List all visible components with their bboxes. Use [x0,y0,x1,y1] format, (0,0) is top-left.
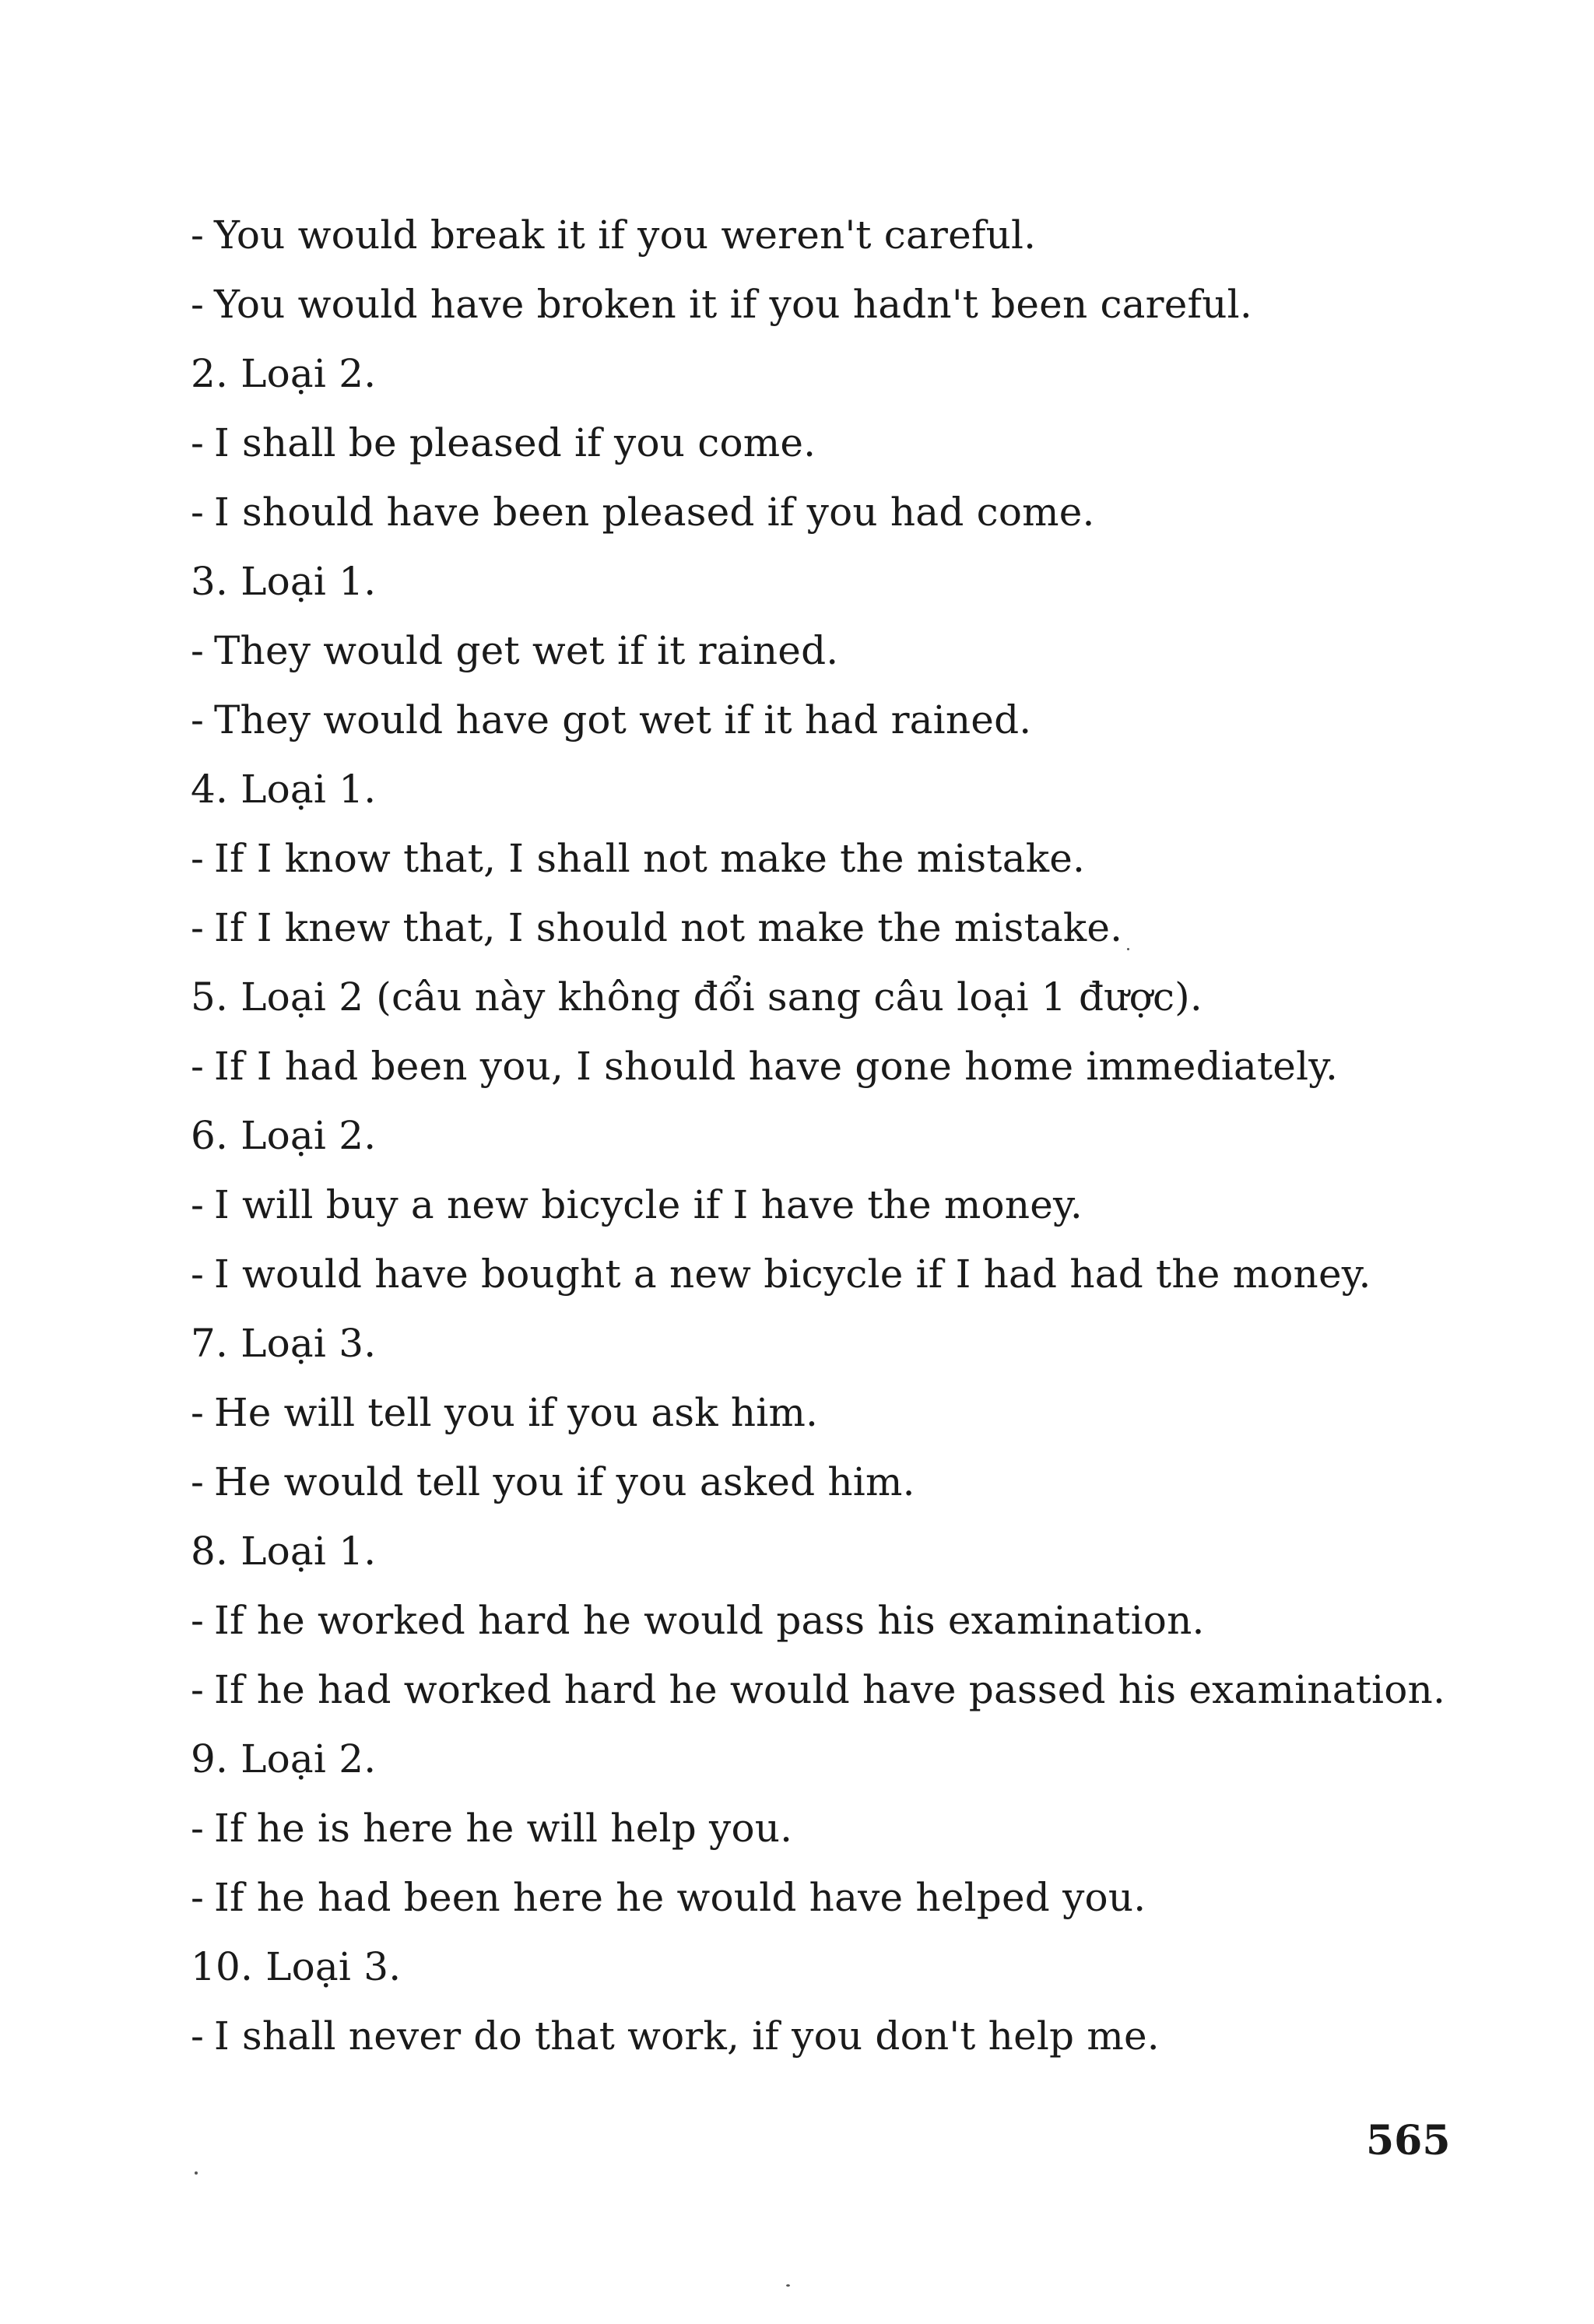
bullet-dash: - [191,1044,205,1089]
bullet-dash: - [191,1806,205,1851]
sentence-text: I should have been pleased if you had come. [214,490,1095,535]
answer-sentence [191,1251,1452,1320]
bullet-dash: - [191,1667,205,1712]
scan-speck [786,2284,790,2287]
answer-sentence [191,1666,1452,1736]
bullet-dash: - [191,628,205,673]
bullet-dash: - [191,1875,205,1920]
answer-sentence [191,2013,1452,2082]
exercise-heading: 9. Loại 2. [191,1736,377,1782]
sentence-text: I would have bought a new bicycle if I had had the money. [214,1252,1371,1297]
answer-sentence [191,835,1452,904]
sentence-text: I shall never do that work, if you don't help me. [214,2013,1160,2059]
exercise-heading: 3. Loại 1. [191,559,377,604]
sentence-text: If he worked hard he would pass his examination. [214,1598,1205,1643]
bullet-dash: - [191,1598,205,1643]
bullet-dash: - [191,905,205,950]
scan-speck [195,2171,198,2175]
bullet-dash: - [191,490,205,535]
sentence-text: If I had been you, I should have gone home immediately. [214,1044,1339,1089]
bullet-dash: - [191,2013,205,2059]
sentence-text: I shall be pleased if you come. [214,420,816,465]
answer-sentence [191,1043,1452,1112]
bullet-dash: - [191,420,205,465]
bullet-dash: - [191,1390,205,1435]
bullet-dash: - [191,1459,205,1504]
sentence-text: If he had worked hard he would have passed his examination. [214,1667,1446,1712]
sentence-text: If I know that, I shall not make the mistake. [214,836,1086,881]
sentence-text: He will tell you if you ask him. [214,1390,819,1435]
bullet-dash: - [191,836,205,881]
sentence-text: You would break it if you weren't careful. [214,212,1037,258]
answer-sentence [191,212,1452,281]
exercise-heading: 2. Loại 2. [191,351,377,396]
sentence-text: They would get wet if it rained. [214,628,839,673]
exercise-heading: 10. Loại 3. [191,1944,402,1989]
answer-sentence [191,1597,1452,1666]
sentence-text: He would tell you if you asked him. [214,1459,915,1504]
sentence-text: If I knew that, I should not make the mistake. [214,905,1123,950]
bullet-dash: - [191,697,205,742]
answer-sentence [191,1805,1452,1874]
scan-speck [1127,948,1129,950]
answer-sentence [191,420,1452,489]
answer-sentence [191,697,1452,766]
exercise-heading: 4. Loại 1. [191,767,377,812]
answer-sentence [191,904,1452,974]
exercise-heading: 8. Loại 1. [191,1529,377,1574]
exercise-heading: 7. Loại 3. [191,1321,377,1366]
answer-sentence [191,1874,1452,1943]
exercise-heading: 5. Loại 2 (câu này không đổi sang câu loại 1 được). [191,974,1203,1020]
answer-sentence [191,627,1452,697]
bullet-dash: - [191,212,205,258]
bullet-dash: - [191,1252,205,1297]
sentence-text: I will buy a new bicycle if I have the money. [214,1182,1083,1227]
answer-sentence [191,281,1452,350]
bullet-dash: - [191,282,205,327]
answer-sentence [191,1389,1452,1459]
answer-list [191,212,1452,2082]
sentence-text: They would have got wet if it had rained. [214,697,1032,742]
sentence-text: You would have broken it if you hadn't been careful. [214,282,1252,327]
sentence-text: If he is here he will help you. [214,1806,793,1851]
answer-sentence [191,1181,1452,1251]
exercise-heading: 6. Loại 2. [191,1113,377,1158]
bullet-dash: - [191,1182,205,1227]
answer-sentence [191,1459,1452,1528]
answer-sentence [191,489,1452,558]
sentence-text: If he had been here he would have helped you. [214,1875,1146,1920]
page-number: 565 [1366,2117,1451,2164]
